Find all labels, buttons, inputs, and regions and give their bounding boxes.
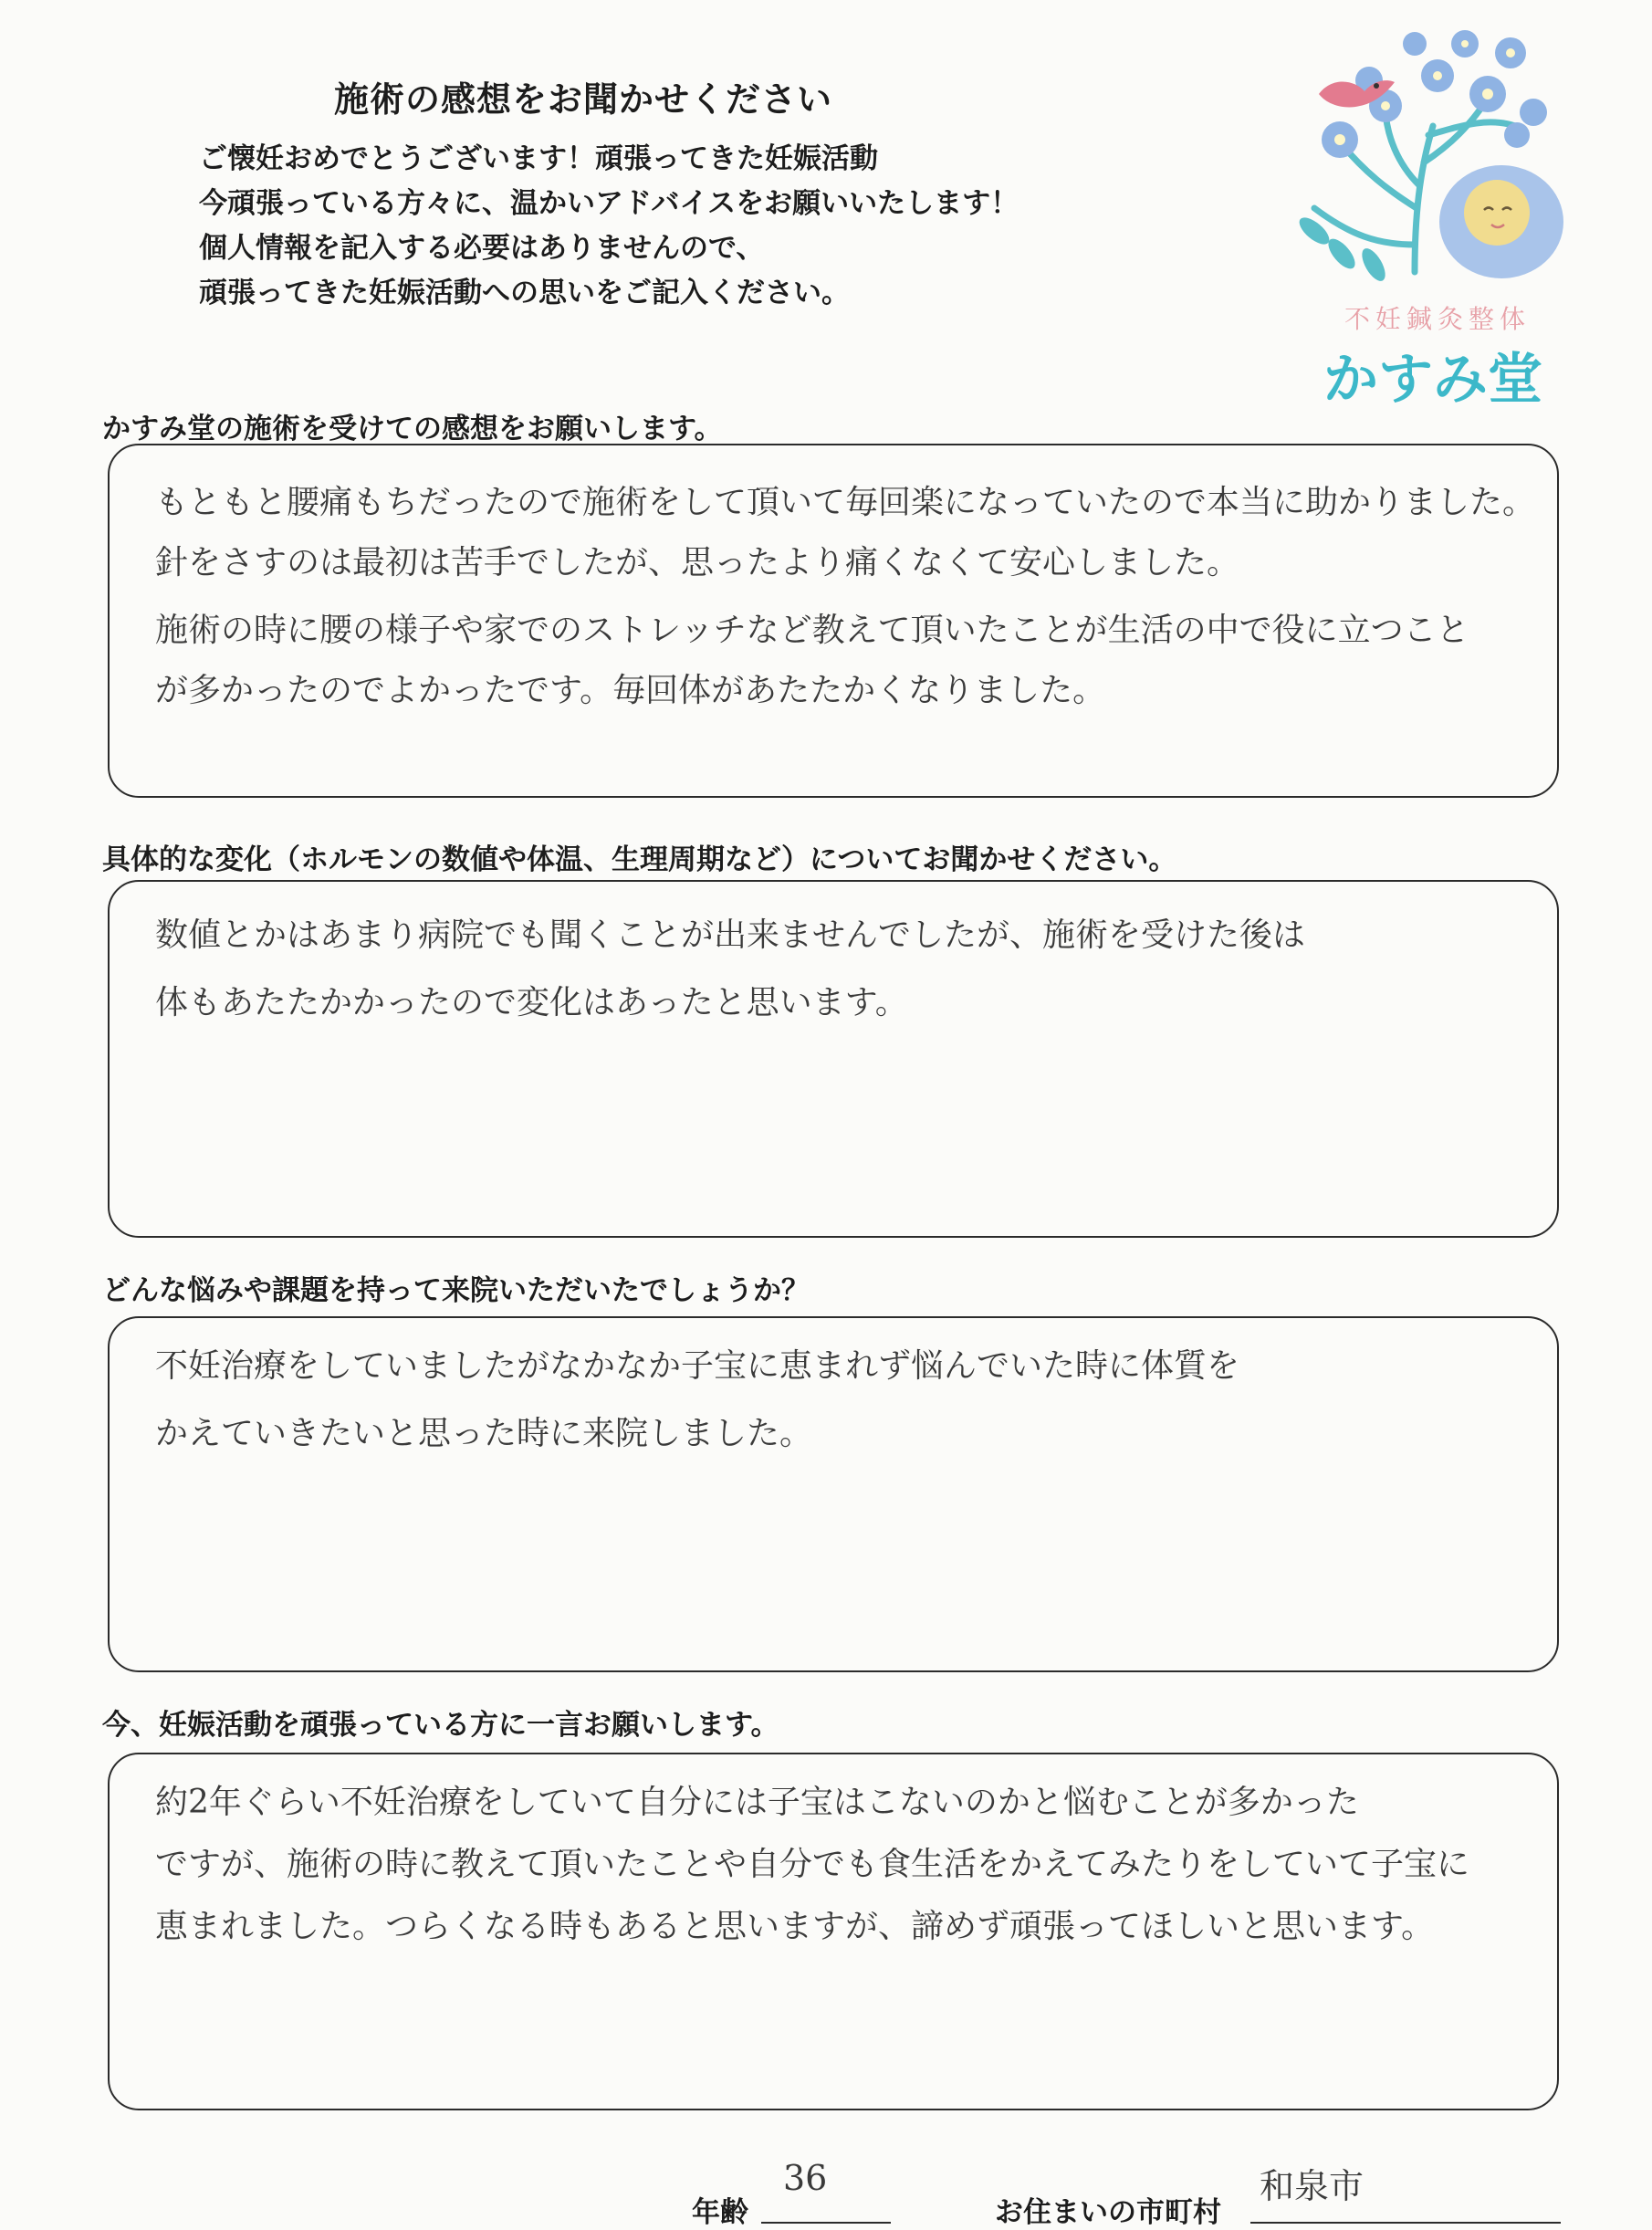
handwritten-line: 針をさすのは最初は苦手でしたが、思ったより痛くなくて安心しました。 (155, 544, 1240, 581)
section-heading-changes: 具体的な変化（ホルモンの数値や体温、生理周期など）についてお聞かせください。 (102, 843, 1177, 876)
intro-text (199, 137, 1221, 316)
flower-baby-illustration (1278, 26, 1570, 299)
logo-name: かすみ堂 (1323, 348, 1542, 412)
answer-box-concerns (108, 1316, 1559, 1672)
intro-line: 頑張ってきた妊娠活動への思いをご記入ください。 (199, 277, 850, 309)
answer-box-changes (108, 880, 1559, 1238)
city-underline (1250, 2222, 1561, 2224)
clinic-logo (1278, 26, 1570, 412)
handwritten-line: もともと腰痛もちだったので施術をして頂いて毎回楽になっていたので本当に助かりました。 (155, 484, 1536, 521)
baby-icon (1439, 165, 1563, 278)
handwritten-line: 施術の時に腰の様子や家でのストレッチなど教えて頂いたことが生活の中で役に立つこと (155, 612, 1469, 649)
age-label: 年齢 (692, 2196, 748, 2229)
section-heading-message: 今、妊娠活動を頑張っている方に一言お願いします。 (102, 1709, 779, 1742)
city-label: お住まいの市町村 (995, 2196, 1221, 2229)
age-value: 36 (783, 2158, 828, 2198)
handwritten-line: 数値とかはあまり病院でも聞くことが出来ませんでしたが、施術を受けた後は (155, 916, 1306, 954)
intro-line: 個人情報を記入する必要はありませんので、 (199, 232, 765, 265)
age-underline (761, 2222, 891, 2224)
section-heading-concerns: どんな悩みや課題を持って来院いただいたでしょうか？ (102, 1274, 810, 1307)
handwritten-line: が多かったのでよかったです。毎回体があたたかくなりました。 (155, 672, 1106, 709)
logo-subtitle: 不妊鍼灸整体 (1344, 304, 1531, 334)
city-value: 和泉市 (1260, 2166, 1364, 2206)
answer-box-message (108, 1753, 1559, 2110)
page-title: 施術の感想をお聞かせください (334, 79, 833, 120)
handwritten-line: かえていきたいと思った時に来院しました。 (155, 1415, 813, 1452)
handwritten-line: 恵まれました。つらくなる時もあると思いますが、諦めず頑張ってほしいと思います。 (155, 1908, 1435, 1945)
handwritten-line: 約2年ぐらい不妊治療をしていて自分には子宝はこないのかと悩むことが多かった (155, 1784, 1359, 1821)
handwritten-line: 体もあたたかかったので変化はあったと思います。 (155, 984, 908, 1021)
answer-box-impressions (108, 444, 1559, 798)
section-heading-impressions: かすみ堂の施術を受けての感想をお願いします。 (102, 413, 723, 445)
intro-line: ご懐妊おめでとうございます！頑張ってきた妊娠活動 (199, 142, 878, 175)
handwritten-line: 不妊治療をしていましたがなかなか子宝に恵まれず悩んでいた時に体質を (155, 1347, 1240, 1385)
intro-line: 今頑張っている方々に、温かいアドバイスをお願いいたします！ (199, 187, 1019, 220)
handwritten-line: ですが、施術の時に教えて頂いたことや自分でも食生活をかえてみたりをしていて子宝に (155, 1846, 1470, 1883)
